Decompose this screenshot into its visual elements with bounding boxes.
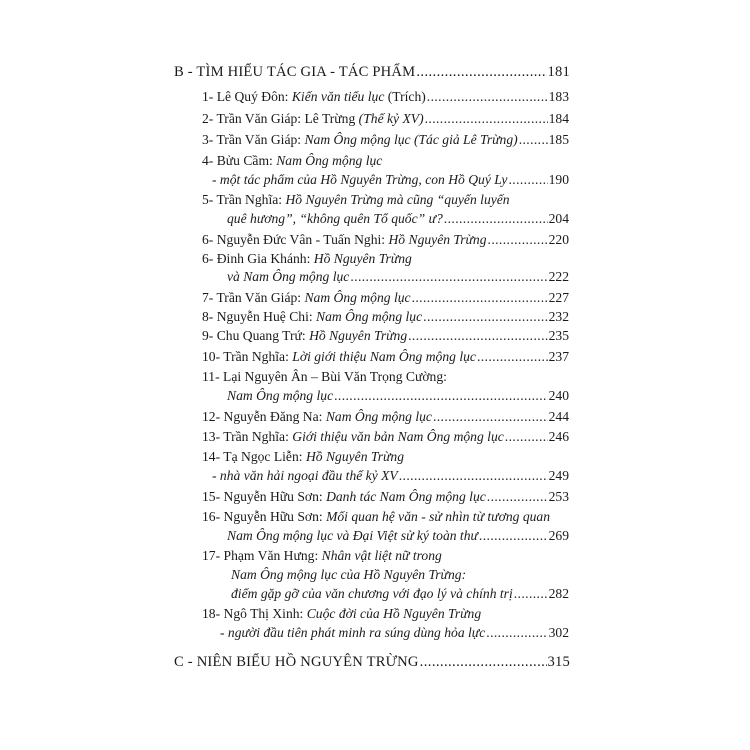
- entry-title: Kiến văn tiểu lục: [291, 89, 385, 104]
- section-b-page: 181: [547, 64, 570, 80]
- entry-author: 7- Trần Văn Giáp:: [202, 290, 305, 305]
- toc-entry-6b-line-1: [202, 250, 412, 268]
- dot-leader: [423, 308, 547, 326]
- toc-entry-14-line-1: [202, 448, 404, 466]
- entry-title: Mối quan hệ văn - sử nhìn từ tương quan: [326, 509, 551, 524]
- section-b-title: B - TÌM HIỂU TÁC GIA - TÁC PHẨM: [174, 64, 416, 80]
- dot-leader: [433, 408, 548, 426]
- entry-page: 237: [548, 349, 569, 364]
- toc-entry-4-line-1: [202, 152, 382, 170]
- dot-leader: [334, 387, 548, 405]
- entry-title: Nam Ông mộng lục: [276, 153, 383, 168]
- toc-entry-17-line-3: [231, 585, 569, 603]
- entry-author: 4- Bửu Cầm:: [202, 153, 277, 168]
- entry-page: 184: [548, 111, 569, 126]
- dot-leader: [479, 527, 548, 545]
- entry-title-continued: quê hương”, “không quên Tổ quốc” ư?: [227, 211, 443, 226]
- entry-author: 13- Trần Nghĩa:: [202, 429, 293, 444]
- toc-entry-4-line-2: [212, 171, 569, 189]
- toc-entry-8: [202, 308, 569, 326]
- entry-author: 8- Nguyễn Huệ Chi:: [202, 309, 317, 324]
- entry-page: 240: [548, 388, 569, 403]
- entry-page: 227: [548, 290, 569, 305]
- entry-title-continued: - người đầu tiên phát minh ra súng dùng hỏa lực: [220, 625, 486, 640]
- toc-entry-11-line-2: [227, 387, 569, 405]
- entry-title: Lời giới thiệu Nam Ông mộng lục: [292, 349, 476, 364]
- entry-title: Giới thiệu văn bản Nam Ông mộng lục: [292, 429, 504, 444]
- entry-page: 190: [548, 172, 569, 187]
- toc-entry-9: [202, 327, 569, 345]
- entry-title-note: (Thế kỷ XV): [355, 111, 424, 126]
- entry-author: 17- Phạm Văn Hưng:: [202, 548, 322, 563]
- dot-leader: [350, 268, 547, 286]
- toc-entry-6b-line-2: [227, 268, 569, 286]
- entry-author: 1- Lê Quý Đôn:: [202, 89, 292, 104]
- dot-leader: [399, 467, 548, 485]
- dot-leader: [514, 585, 548, 603]
- entry-title: Hồ Nguyên Trừng: [313, 251, 412, 266]
- toc-entry-1: [202, 88, 569, 106]
- entry-author: 16- Nguyễn Hữu Sơn:: [202, 509, 327, 524]
- dot-leader: [416, 63, 546, 81]
- entry-page: 246: [548, 429, 569, 444]
- toc-entry-7: [202, 289, 569, 307]
- entry-title: Nam Ông mộng lục: [227, 388, 334, 403]
- entry-page: 253: [548, 489, 569, 504]
- entry-author: 6- Đinh Gia Khánh:: [202, 251, 314, 266]
- toc-entry-10: [202, 348, 569, 366]
- toc-section-c: [174, 653, 570, 671]
- toc-entry-16-line-2: [227, 527, 569, 545]
- toc-entry-5-line-2: [227, 210, 569, 228]
- dot-leader: [425, 110, 548, 128]
- entry-title: Lê Trừng: [304, 111, 356, 126]
- entry-title-continued: - nhà văn hải ngoại đầu thế kỷ XV: [212, 468, 398, 483]
- entry-title: Hồ Nguyên Trừng: [388, 232, 487, 247]
- entry-author: 6- Nguyễn Đức Vân - Tuấn Nghi:: [202, 232, 389, 247]
- entry-title: Hồ Nguyên Trừng: [305, 449, 404, 464]
- entry-author: 2- Trần Văn Giáp:: [202, 111, 305, 126]
- toc-entry-17-line-2: [231, 566, 466, 584]
- dot-leader: [488, 231, 548, 249]
- toc-entry-11-line-1: [202, 368, 447, 386]
- toc-entry-15: [202, 488, 569, 506]
- entry-suffix: (Trích): [384, 89, 426, 104]
- entry-page: 222: [548, 269, 569, 284]
- toc-entry-18-line-1: [202, 605, 481, 623]
- entry-title: Cuộc đời của Hồ Nguyên Trừng: [306, 606, 482, 621]
- entry-page: 282: [548, 586, 569, 601]
- entry-author: 9- Chu Quang Trứ:: [202, 328, 310, 343]
- entry-page: 302: [548, 625, 569, 640]
- dot-leader: [427, 88, 548, 106]
- entry-author: 5- Trần Nghĩa:: [202, 192, 286, 207]
- entry-title-continued: Nam Ông mộng lục và Đại Việt sử ký toàn thư: [227, 528, 478, 543]
- entry-page: 244: [548, 409, 569, 424]
- entry-author: 18- Ngô Thị Xinh:: [202, 606, 307, 621]
- entry-page: 220: [548, 232, 569, 247]
- dot-leader: [420, 653, 547, 671]
- entry-title: Danh tác Nam Ông mộng lục: [326, 489, 486, 504]
- entry-title: Hồ Nguyên Trừng mà cũng “quyến luyến: [285, 192, 510, 207]
- toc-entry-6: [202, 231, 569, 249]
- entry-author: 11- Lại Nguyên Ân – Bùi Văn Trọng Cường:: [202, 369, 447, 384]
- entry-title-continued: và Nam Ông mộng lục: [227, 269, 350, 284]
- entry-page: 204: [548, 211, 569, 226]
- entry-page: 185: [548, 132, 569, 147]
- dot-leader: [486, 624, 547, 642]
- entry-author: 3- Trần Văn Giáp:: [202, 132, 305, 147]
- entry-title: Nam Ông mộng lục: [325, 409, 432, 424]
- dot-leader: [487, 488, 548, 506]
- dot-leader: [408, 327, 547, 345]
- toc-section-b: [174, 63, 570, 81]
- toc-entry-18-line-2: [220, 624, 569, 642]
- dot-leader: [477, 348, 548, 366]
- dot-leader: [508, 171, 547, 189]
- entry-page: 183: [548, 89, 569, 104]
- entry-author: 10- Trần Nghĩa:: [202, 349, 293, 364]
- entry-title: Nam Ông mộng lục: [316, 309, 423, 324]
- entry-page: 235: [548, 328, 569, 343]
- entry-title: Nam Ông mộng lục (Tác giả Lê Trừng): [304, 132, 518, 147]
- entry-author: 14- Tạ Ngọc Liễn:: [202, 449, 306, 464]
- dot-leader: [412, 289, 548, 307]
- entry-author: 12- Nguyễn Đăng Na:: [202, 409, 326, 424]
- entry-title: Hồ Nguyên Trừng: [309, 328, 408, 343]
- toc-entry-12: [202, 408, 569, 426]
- section-c-page: 315: [547, 654, 570, 670]
- dot-leader: [505, 428, 548, 446]
- section-c-title: C - NIÊN BIỂU HỒ NGUYÊN TRỪNG: [174, 654, 419, 670]
- toc-entry-17-line-1: [202, 547, 442, 565]
- toc-entry-16-line-1: [202, 508, 550, 526]
- dot-leader: [444, 210, 548, 228]
- entry-title-continued: Nam Ông mộng lục của Hồ Nguyên Trừng:: [231, 567, 467, 582]
- toc-entry-3: [202, 131, 569, 149]
- entry-title: Nhân vật liệt nữ trong: [321, 548, 442, 563]
- entry-page: 232: [548, 309, 569, 324]
- entry-title-continued: điểm gặp gỡ của văn chương với đạo lý và chính trị: [231, 586, 513, 601]
- entry-page: 269: [548, 528, 569, 543]
- entry-title: Nam Ông mộng lục: [304, 290, 411, 305]
- entry-page: 249: [548, 468, 569, 483]
- toc-entry-5-line-1: [202, 191, 510, 209]
- entry-title-continued: - một tác phẩm của Hồ Nguyên Trừng, con Hồ Quý Ly: [212, 172, 508, 187]
- dot-leader: [519, 131, 548, 149]
- toc-entry-14-line-2: [212, 467, 569, 485]
- entry-author: 15- Nguyễn Hữu Sơn:: [202, 489, 327, 504]
- toc-entry-2: [202, 110, 569, 128]
- toc-entry-13: [202, 428, 569, 446]
